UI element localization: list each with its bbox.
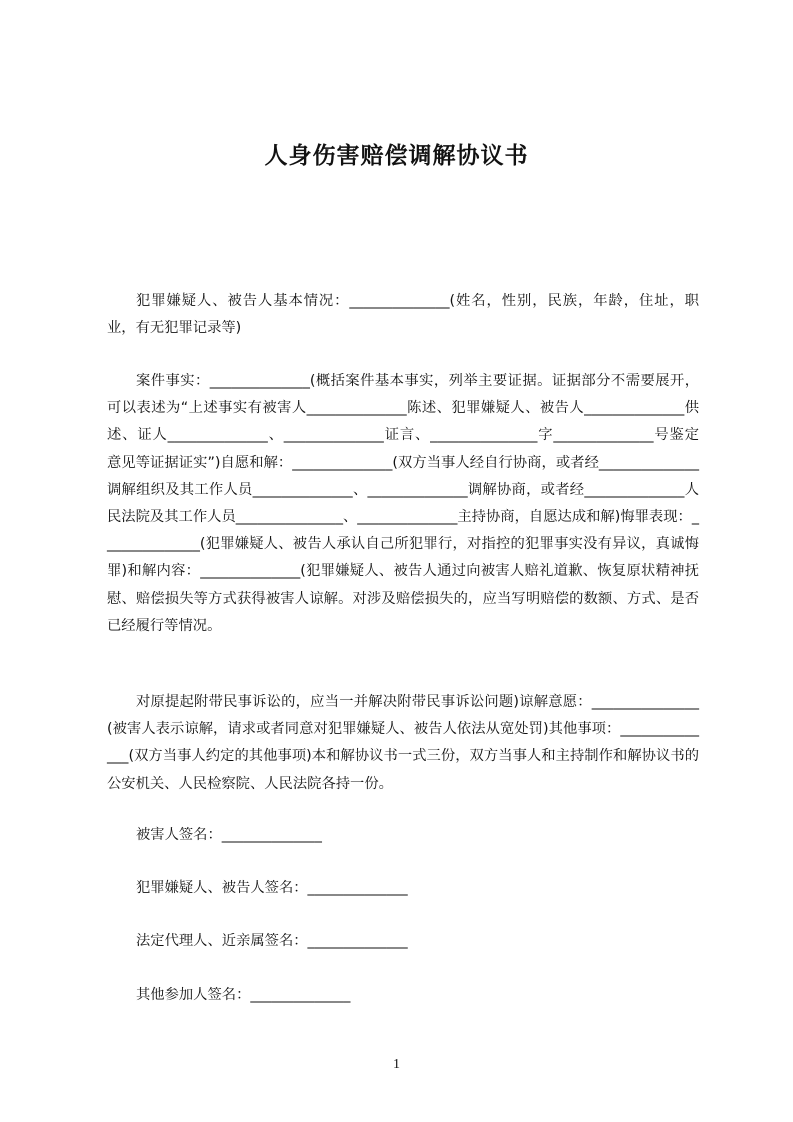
suspect-info-paragraph: 犯罪嫌疑人、被告人基本情况：______________(姓名，性别，民族，年龄，住址，职业，有无犯罪记录等) [107,293,699,337]
case-facts-paragraph: 案件事实：______________(概括案件基本事实，列举主要证据。证据部分不需要展开，可以表述为“上述事实有被害人______________陈述、犯罪嫌疑人、被告人______________供述、证人______________、______________证言、_______________字______________号鉴定意见等证据证实”)自愿和解：______________(双方当事人经自行协商，或者经______________调解组织及其工作人员______________、______________调解协商，或者经______________人民法院及其工作人员_______________、______________主持协商，自愿达成和解)悔罪表现：______________(犯罪嫌疑人、被告人承认自己所犯罪行，对指控的犯罪事实没有异议，真诚悔罪)和解内容：______________(犯罪嫌疑人、被告人通过向被害人赔礼道歉、恢复原状精神抚慰、赔偿损失等方式获得被害人谅解。对涉及赔偿损失的，应当写明赔偿的数额、方式、是否已经履行等情况。 [107,373,699,634]
suspect-signature-line: 犯罪嫌疑人、被告人签名：______________ [136,880,408,896]
victim-signature-line: 被害人签名：______________ [136,827,322,843]
page-number: 1 [393,1057,400,1072]
settlement-terms-paragraph: 对原提起附带民事诉讼的，应当一并解决附带民事诉讼问题)谅解意愿：_______________(被害人表示谅解，请求或者同意对犯罪嫌疑人、被告人依法从宽处罚)其他事项：______________(双方当事人约定的其他事项)本和解协议书一式三份，双方当事人和主持制作和解协议书的公安机关、人民检察院、人民法院各持一份。 [107,694,699,792]
document-title: 人身伤害赔偿调解协议书 [264,143,529,169]
other-participant-signature-line: 其他参加人签名：______________ [136,987,351,1003]
guardian-relative-signature-line: 法定代理人、近亲属签名：______________ [136,933,408,949]
